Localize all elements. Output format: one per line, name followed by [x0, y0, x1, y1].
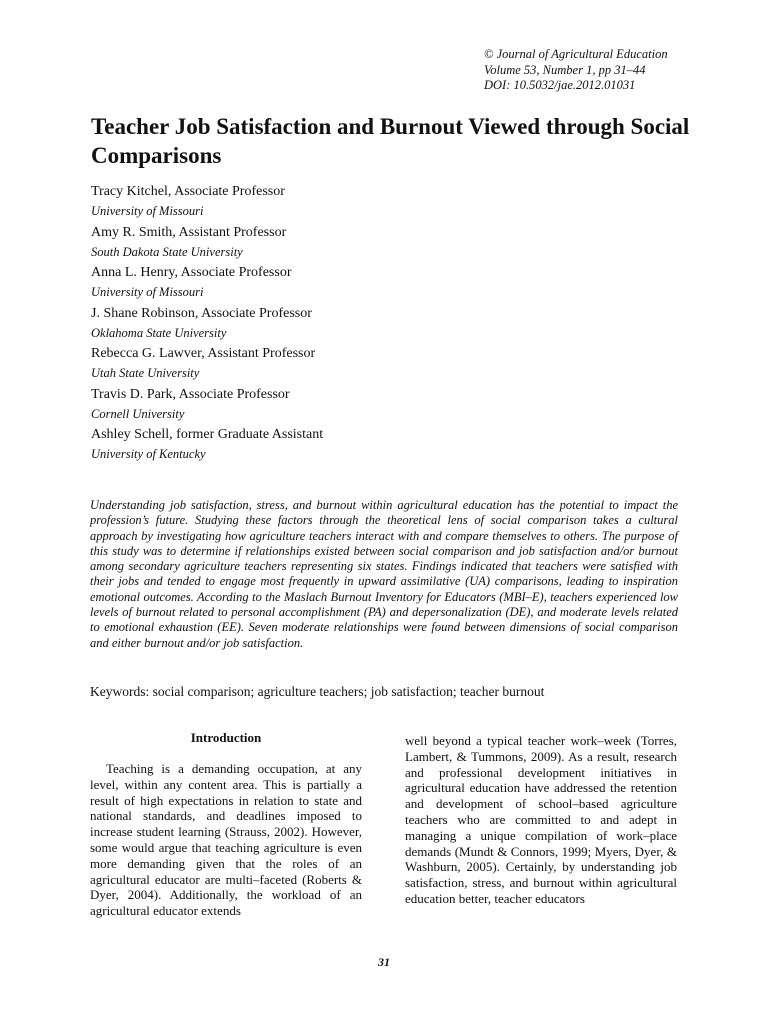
author-list [91, 182, 491, 466]
author-entry [91, 425, 491, 466]
author-name: Amy R. Smith, Assistant Professor [91, 224, 287, 240]
author-name: J. Shane Robinson, Associate Professor [91, 305, 312, 321]
author-affiliation: University of Missouri [91, 285, 204, 299]
body-paragraph: Teaching is a demanding occupation, at any level, within any content area. This is partially a result of high expectations in relation to state and national standards, and deadlines imposed to increase student learning (Strauss, 2002). However, some would argue that teaching agriculture is even more demanding given that the roles of an agricultural educator are multi–faceted (Roberts & Dyer, 2004). Additionally, the workload of an agricultural educator extends [90, 761, 362, 919]
author-name: Anna L. Henry, Associate Professor [91, 265, 292, 280]
author-affiliation: University of Missouri [91, 204, 204, 218]
author-entry [91, 263, 491, 304]
journal-volume: Volume 53, Number 1, pp 31–44 [484, 62, 646, 77]
abstract: Understanding job satisfaction, stress, and burnout within agricultural education has the potential to impact the profession’s future. Studying these factors through the theoretical lens of social comparison takes a cultural approach by investigating how agriculture teachers interact with and compare themselves to others. The purpose of this study was to determine if relationships existed between social comparison and job satisfaction and/or burnout among secondary agriculture teachers representing six states. Findings indicated that teachers were satisfied with their jobs and tended to engage most frequently in upward assimilative (UA) comparisons, leading to inspiration emotional outcomes. According to the Maslach Burnout Inventory for Educators (MBI–E), teachers experienced low levels of burnout related to personal accomplishment (PA) and depersonalization (DE), and moderate levels related to emotional exhaustion (EE). Seven moderate relationships were found between dimensions of social comparison and either burnout and/or job satisfaction. [90, 498, 678, 650]
author-affiliation: Cornell University [91, 406, 185, 421]
body-column-left [90, 730, 362, 919]
author-entry [91, 344, 491, 385]
body-paragraph: well beyond a typical teacher work–week (Torres, Lambert, & Tummons, 2009). As a result, research and professional development initiatives in agricultural education have addressed the retention and development of school–based agriculture teachers who are committed to and adept in managing a unique compilation of work–place demands (Mundt & Connors, 1999; Myers, Dyer, & Washburn, 2005). Certainly, by understanding job satisfaction, stress, and burnout within agricultural education better, teacher educators [405, 733, 677, 906]
keywords: Keywords: social comparison; agriculture teachers; job satisfaction; teacher burnout [90, 684, 545, 699]
journal-citation [484, 47, 668, 94]
journal-doi: DOI: 10.5032/jae.2012.01031 [484, 78, 636, 92]
author-affiliation: South Dakota State University [91, 244, 243, 259]
author-name: Rebecca G. Lawver, Assistant Professor [91, 346, 316, 361]
body-column-right [405, 733, 677, 907]
author-name: Ashley Schell, former Graduate Assistant [91, 427, 324, 442]
author-affiliation: Oklahoma State University [91, 325, 227, 340]
author-entry [91, 182, 491, 223]
author-entry [91, 304, 491, 345]
author-name: Tracy Kitchel, Associate Professor [91, 184, 285, 199]
page-number: 31 [378, 955, 390, 969]
author-name: Travis D. Park, Associate Professor [91, 386, 290, 402]
journal-name: © Journal of Agricultural Education [484, 47, 668, 61]
author-affiliation: Utah State University [91, 366, 200, 380]
paper-title: Teacher Job Satisfaction and Burnout Viewed through Social Comparisons [91, 114, 690, 168]
author-affiliation: University of Kentucky [91, 447, 206, 461]
author-entry [91, 385, 491, 426]
section-heading: Introduction [190, 730, 262, 745]
author-entry [91, 223, 491, 264]
